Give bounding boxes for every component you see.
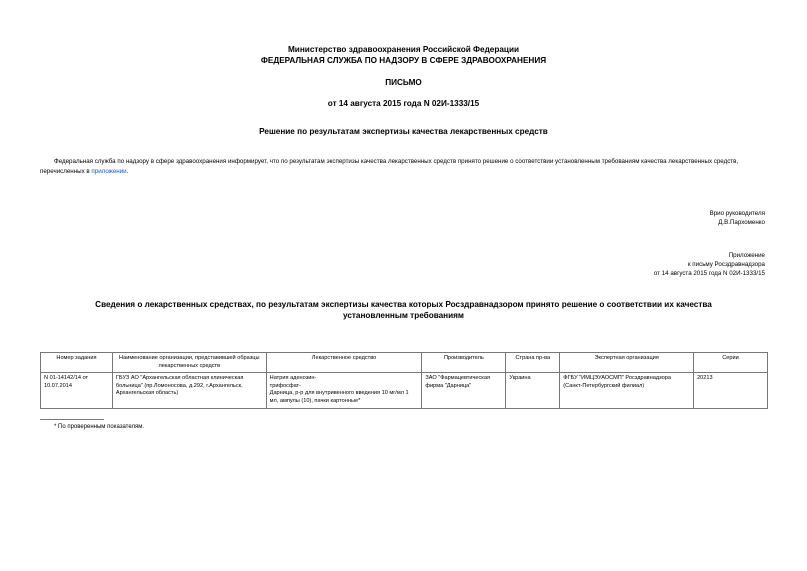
drug-name-line: Натрия аденозин- [269, 375, 317, 382]
appendix-link[interactable]: приложении [91, 168, 127, 175]
header-country: Страна пр-ва [506, 353, 560, 373]
footnote-divider [40, 419, 104, 420]
cell-task-number: N 01-14142/14 от 10.07.2014 [41, 373, 113, 408]
appendix-date: от 14 августа 2015 года N 02И-1333/15 [653, 270, 765, 277]
cell-organization: ГБУЗ АО "Архангельская областная клиническая больница" (пр.Ломоносова, д.292, г.Архангельск, Архангельская область) [112, 373, 266, 408]
header-organization: Наименование организации, представившей образцы лекарственных средств [112, 353, 266, 373]
cell-series: 20213 [694, 373, 768, 408]
drug-name-line: трифосфат- [269, 382, 301, 389]
header-manufacturer: Производитель [422, 353, 506, 373]
appendix-reference [654, 251, 765, 278]
header-drug: Лекарственное средство [266, 353, 422, 373]
body-text-end: . [126, 168, 129, 175]
cell-country: Украина [506, 373, 560, 408]
section-title: Сведения о лекарственных средствах, по результатам экспертизы качества которых Росздравнадзором принято решение о соответствии их качества установленным требованиям [95, 300, 712, 320]
table-row [41, 373, 768, 408]
cell-manufacturer: ЗАО "Фармацевтическая фирма "Дарница" [422, 373, 506, 408]
drug-form: Дарница, р-р для внутривенного введения 10 мг/мл 1 мл, ампулы (10), пачки картонные* [269, 390, 409, 404]
cell-expert-organization: ФГБУ "ИМЦЭУАОСМП" Росздравнадзора (Санкт-Петербургский филиал) [560, 373, 694, 408]
document-subject: Решение по результатам экспертизы качества лекарственных средств [259, 127, 548, 136]
header-series: Серии [694, 353, 768, 373]
ministry-name: Министерство здравоохранения Российской Федерации [287, 45, 520, 54]
appendix-letter: к письму Росздравнадзора [687, 261, 765, 268]
cell-drug [266, 373, 422, 408]
drug-table [40, 352, 768, 409]
header-expert-organization: Экспертная организация [560, 353, 694, 373]
appendix-label: Приложение [728, 252, 765, 259]
table-header-row [41, 353, 768, 373]
footnote: * По проверенным показателям. [54, 424, 145, 430]
document-type: ПИСЬМО [385, 78, 422, 87]
service-name: ФЕДЕРАЛЬНАЯ СЛУЖБА ПО НАДЗОРУ В СФЕРЕ ЗДРАВООХРАНЕНИЯ [260, 56, 547, 65]
document-date: от 14 августа 2015 года N 02И-1333/15 [327, 99, 480, 108]
body-paragraph [40, 157, 768, 177]
signature-block [710, 209, 765, 227]
signature-position: Врио руководителя [709, 210, 765, 217]
signature-name: Д.В.Пархоменко [718, 219, 765, 226]
header-task-number: Номер задания [41, 353, 113, 373]
body-text: Федеральная служба по надзору в сфере здравоохранения информирует, что по результатам экспертизы качества лекарственных средств принято решение о соответствии установленным требованиям качества лекарственных средств, перечисленных в [40, 158, 739, 175]
